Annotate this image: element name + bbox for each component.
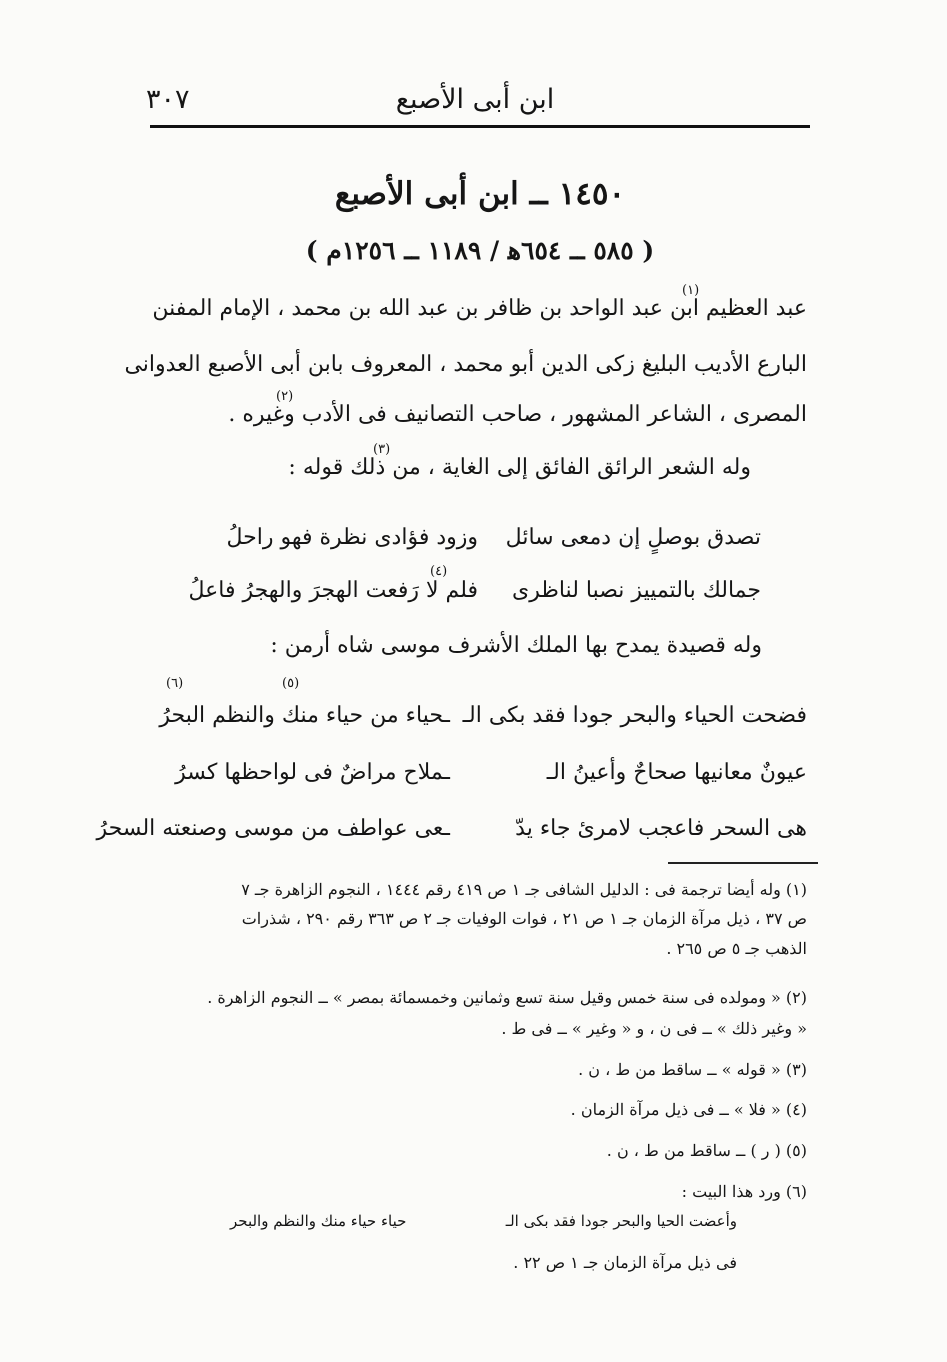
body-line-4: وله الشعر الرائق الفائق إلى الغاية ، من ذلك قوله : [288, 455, 751, 480]
body-line-1: عبد العظيم ابن عبد الواحد بن ظافر بن عبد الله بن محمد ، الإمام المفنن [152, 296, 807, 321]
page-number: ٣٠٧ [146, 84, 190, 115]
footnote-4: (٤) « فلا » ــ فى ذيل مرآة الزمان . [570, 1100, 807, 1119]
footnote-5: (٥) ( ر ) ــ ساقط من ط ، ن . [606, 1141, 807, 1160]
note-marker-2: (٢) [276, 389, 294, 404]
note-marker-6: (٦) [166, 676, 184, 691]
poem-line-2-first-hemistich: عيونٌ معانيها صحاحٌ وأعينُ الـ [546, 760, 807, 785]
footnote-rule [668, 862, 818, 864]
footnote-1-line-1: (١) وله أيضا ترجمة فى : الدليل الشافى جـ ١ ص ٤١٩ رقم ١٤٤٤ ، النجوم الزاهرة جـ ٧ [241, 880, 807, 899]
poem-line-3-first-hemistich: هى السحر فاعجب لامرئ جاء يدّ [515, 816, 807, 841]
footnote-6-source: فى ذيل مرآة الزمان جـ ١ ص ٢٢ . [513, 1253, 737, 1272]
footnote-3: (٣) « قوله » ــ ساقط من ط ، ن . [578, 1060, 807, 1079]
poem-line-3-second-hemistich: ـعى عواطف من موسى وصنعته السحرُ [96, 816, 450, 841]
poem-line-2-second-hemistich: ـملاح مراضٌ فى لواحظها كسرُ [175, 760, 450, 785]
footnote-2-line-2: « وغير ذلك » ــ فى ن ، و « وغير » ــ فى ط . [501, 1019, 807, 1038]
footnote-2-line-1: (٢) « ومولده فى سنة خمس وقيل سنة تسع وثمانين وخمسمائة بمصر » ــ النجوم الزاهرة . [207, 988, 807, 1007]
running-header-title: ابن أبى الأصبع [395, 84, 555, 115]
footnote-6-verse-first-hemistich: وأعضت الحيا والبحر جودا فقد بكى الـ [505, 1212, 737, 1230]
entry-title: ١٤٥٠ ــ ابن أبى الأصبع [334, 176, 626, 212]
body-line-3: المصرى ، الشاعر المشهور ، صاحب التصانيف فى الأدب وغيره . [228, 402, 807, 427]
footnote-1-line-2: ص ٣٧ ، ذيل مرآة الزمان جـ ١ ص ٢١ ، فوات الوفيات جـ ٢ ص ٣٦٣ رقم ٢٩٠ ، شذرات [241, 909, 807, 928]
verse-1-first-hemistich: تصدق بوصلٍ إن دمعى سائل [505, 525, 761, 550]
note-marker-1: (١) [682, 283, 700, 298]
poem-introduction: وله قصيدة يمدح بها الملك الأشرف موسى شاه أرمن : [270, 633, 762, 658]
entry-dates: ( ٥٨٥ ــ ٦٥٤ﻫ / ١١٨٩ ــ ١٢٥٦م ) [305, 236, 655, 265]
body-line-2: البارع الأديب البليغ زكى الدين أبو محمد ، المعروف بابن أبى الأصبع العدوانى [124, 352, 807, 377]
footnote-1-line-3: الذهب جـ ٥ ص ٢٦٥ . [666, 939, 807, 958]
note-marker-5: (٥) [282, 676, 300, 691]
footnote-6: (٦) ورد هذا البيت : [681, 1182, 807, 1201]
verse-2-first-hemistich: جمالك بالتمييز نصبا لناظرى [511, 578, 761, 603]
note-marker-4: (٤) [430, 564, 448, 579]
header-rule [150, 125, 810, 128]
verse-2-second-hemistich: فلم لا رَفعت الهجرَ والهجرُ فاعلُ [188, 578, 478, 603]
verse-1-second-hemistich: وزود فؤادى نظرة فهو راحلُ [226, 525, 478, 550]
footnote-6-verse-second-hemistich: حياء حياء منك والنظم والبحر [230, 1212, 407, 1230]
poem-line-1-second-hemistich: ـحياء من حياء منك والنظم البحرُ [159, 703, 450, 728]
poem-line-1-first-hemistich: فضحت الحياء والبحر جودا فقد بكى الـ [462, 703, 807, 728]
note-marker-3: (٣) [373, 442, 391, 457]
